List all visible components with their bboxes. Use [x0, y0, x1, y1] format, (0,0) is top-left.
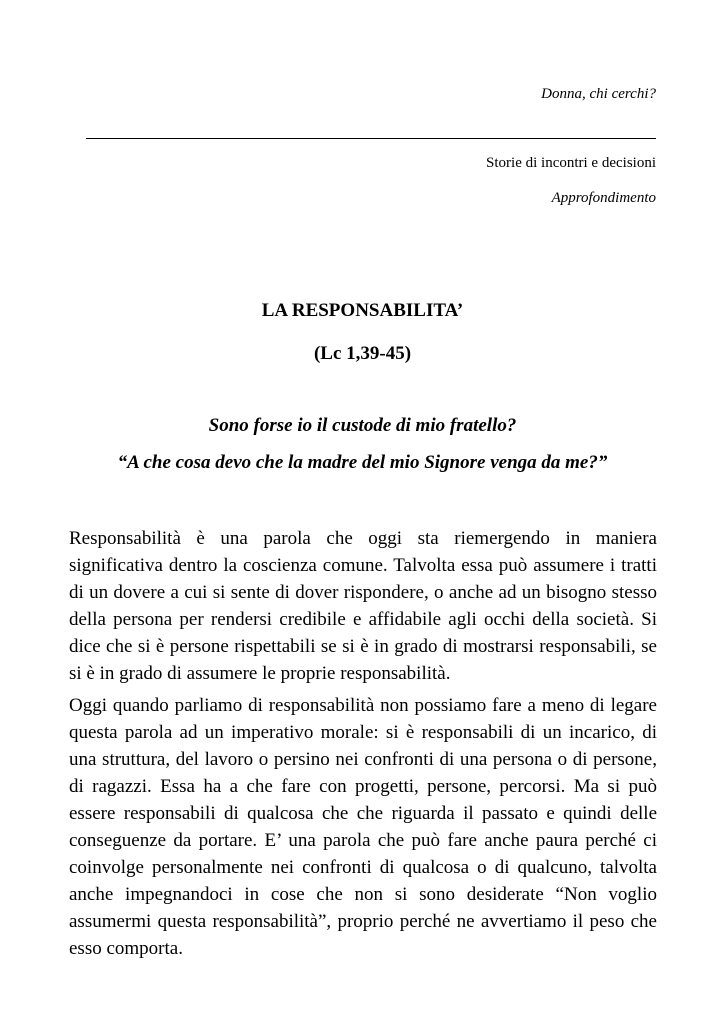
epigraph-quote: “A che cosa devo che la madre del mio Signore venga da me?” — [117, 452, 608, 473]
header-series: Storie di incontri e decisioni — [486, 155, 656, 171]
header-section: Approfondimento — [551, 190, 656, 206]
body-paragraph: Oggi quando parliamo di responsabilità non possiamo fare a meno di legare questa parola ad un imperativo morale: si è responsabili di un incarico, di una struttura, del lavoro o persino nei confronti di una persona o di persone, di ragazzi. Essa ha a che fare con progetti, persone, percorsi. Ma si può essere responsabili di qualcosa che che riguarda il passato e quindi delle conseguenze da portare. E’ una parola che può fare anche paura perché ci coinvolge personalmente nei confronti di qualcosa o di qualcuno, talvolta anche impegnandoci in cose che non si sono desiderate “Non voglio assumermi questa responsabilità”, proprio perché ne avvertiamo il peso che esso comporta. — [69, 695, 657, 959]
page-title: LA RESPONSABILITA’ — [261, 300, 464, 321]
header-title: Donna, chi cerchi? — [541, 86, 656, 102]
body-paragraph: Responsabilità è una parola che oggi sta riemergendo in maniera significativa dentro la coscienza comune. Talvolta essa può assumere i tratti di un dovere a cui si sente di dover rispondere, o anche ad un bisogno stesso della persona per rendersi credibile e affidabile agli occhi della società. Si dice che si è persone rispettabili se si è in grado di mostrarsi responsabili, se si è in grado di assumere le proprie responsabilità. — [69, 528, 657, 684]
scripture-reference: (Lc 1,39-45) — [313, 343, 412, 364]
epigraph-quote: Sono forse io il custode di mio fratello? — [208, 415, 517, 436]
header-divider — [86, 138, 656, 139]
